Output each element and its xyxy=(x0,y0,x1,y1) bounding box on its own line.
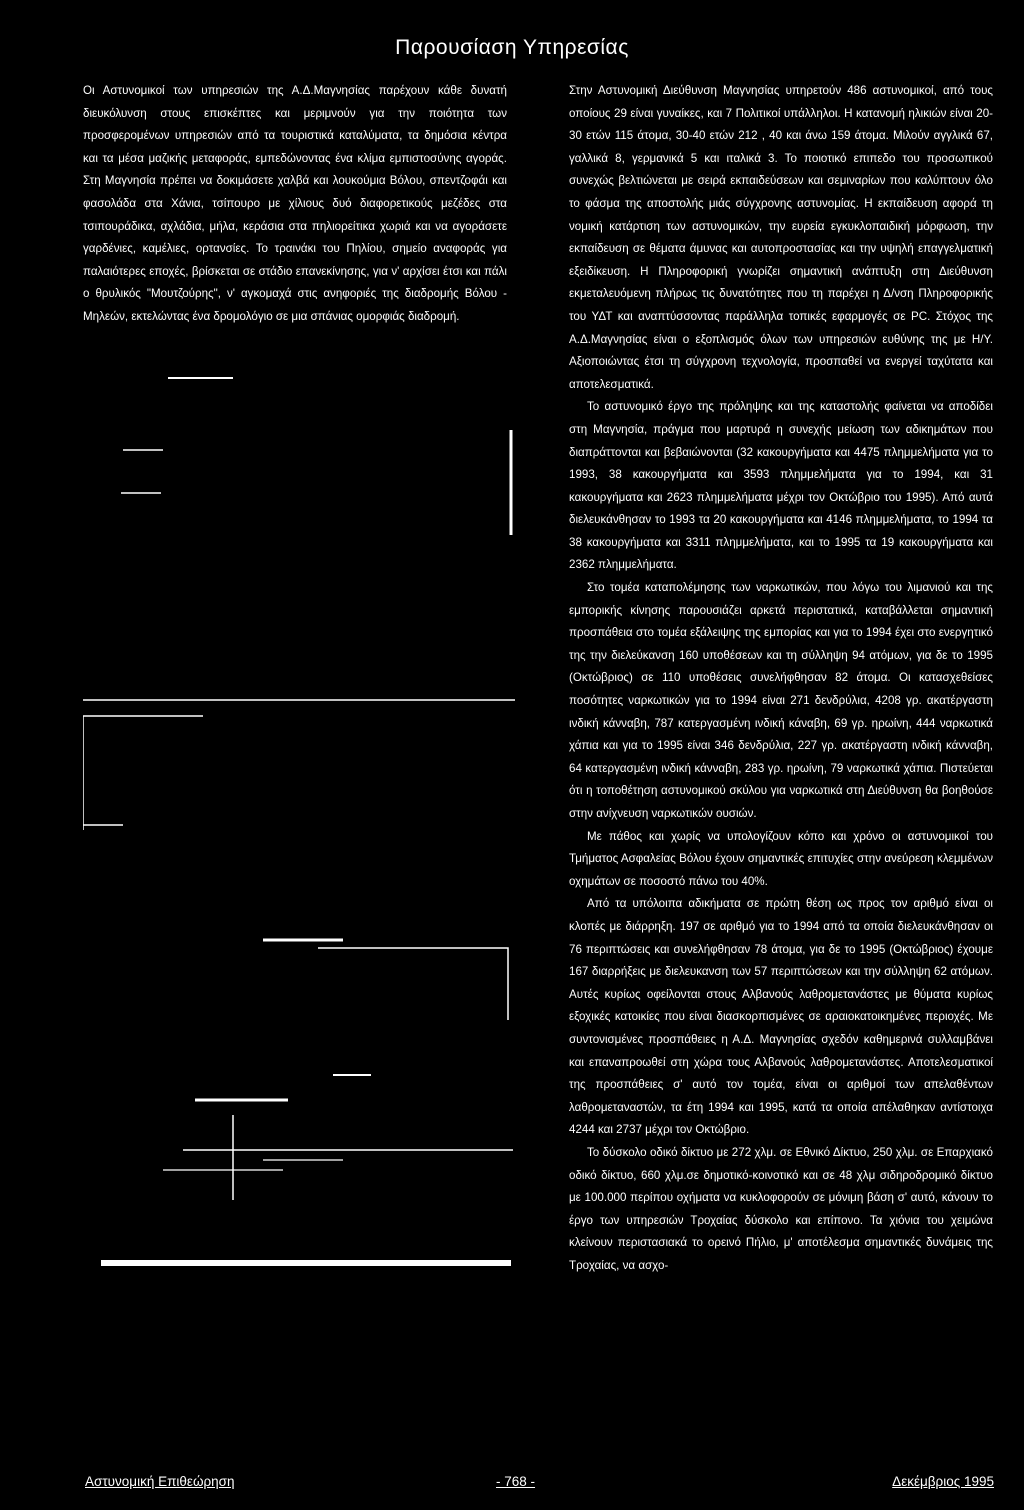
footer-publication: Αστυνομική Επιθεώρηση xyxy=(85,1474,235,1489)
footer-date: Δεκέμβριος 1995 xyxy=(892,1474,994,1489)
right-paragraph-5: Από τα υπόλοιπα αδικήματα σε πρώτη θέση ως προς τον αριθμό είναι οι κλοπές με διάρρηξη. 197 σε αριθμό για το 1994 από τα οποία διελευκάνθησαν οι 76 περιπτώσεις και συνελήφθησαν 78 άτομα, για δε το 1995 (Οκτώβριος) έχουμε 167 διαρρήξεις με διελευκανση των 57 περιπτώσεων και την σύλληψη 62 ατόμων. Αυτές κυρίως οφείλονται στους Αλβανούς λαθρομετανάστες με θύματα κυρίως εξοχικές κατοικίες που είναι διασκορπισμένες σε αραιοκατοικημένες περιοχές. Με συντονισμένες προσπάθειες η Α.Δ. Μαγνησίας σχεδόν καθημερινά συλλαμβάνει και επαναπροωθεί στη χώρα τους Αλβανούς λαθρομετανάστες. Αποτελεσματικοί της προσπάθειες σ' αυτό τον τομέα, είναι οι αριθμοί των απελαθέντων λαθρομεταναστών, τα έτη 1994 και 1995, κατά τα οποία απέλαθηκαν αντίστοιχα 4244 και 2737 μέχρι τον Οκτώβριο. xyxy=(569,897,993,1137)
right-paragraph-6: Το δύσκολο οδικό δίκτυο με 272 χλμ. σε Εθνικό Δίκτυο, 250 χλμ. σε Επαρχιακό οδικό δίκτυο, 660 χλμ.σε δημοτικό-κοινοτικό και σε 48 χλμ σιδηροδρομικό δίκτυο με 100.000 περίπου οχήματα να κυκλοφορούν σε μόνιμη βάση σ' αυτό, κάνουν το έργο των υπηρεσιών Τροχαίας δύσκολο και επίπονο. Τα χιόνια του χειμώνα κλείνουν περιστασιακά το ορεινό Πήλιο, μ' αποτέλεσμα σημαντικές δυνάμεις της Τροχαίας, να ασχο- xyxy=(569,1145,993,1272)
page-title: Παρουσίαση Υπηρεσίας xyxy=(395,36,629,59)
left-paragraph-1: Οι Αστυνομικοί των υπηρεσιών της Α.Δ.Μαγνησίας παρέχουν κάθε δυνατή διευκόλυνση στους επισκέπτες και μεριμνούν για την ποιότητα των προσφερομένων υπηρεσιών από τα τουριστικά καταλύματα, τα δημόσια κέντρα και τα μέσα μαζικής μεταφοράς, εμπεδώνοντας ένα κλίμα εμπιστοσύνης αγοράς. Στη Μαγνησία πρέπει να δοκιμάσετε χαλβά και λουκούμια Βόλου, σπεντζοφάι και φασολάδα στα Χάνια, τσίπουρο με χίλιους δυό διαφορετικούς μεζέδες στα τσιπουράδικα, αχλάδια, μήλα, κεράσια στα πηλιορείτικα χωριά και να αγοράσετε γαρδένιες, καμέλιες, ορτανσίες. Το τραινάκι του Πηλίου, σημείο αναφοράς για παλαιότερες εποχές, βρίσκεται σε στάδιο επανεκίνησης, για ν' αρχίσει έτσι και πάλι ο θρυλικός "Μουτζούρης", ν' αγκομαχά στις ανηφοριές της διαδρομής Βόλου - Μηλεών, εκτελώντας ένα δρομολόγιο σε μια σπάνιας ομορφιάς διαδρομή. xyxy=(83,84,507,323)
footer-page-number: - 768 - xyxy=(496,1474,536,1489)
right-paragraph-4: Με πάθος και χωρίς να υπολογίζουν κόπο και χρόνο οι αστυνομικοί του Τμήματος Ασφαλείας Βόλου έχουν σημαντικές επιτυχίες στην ανεύρεση κλεμμένων οχημάτων σε ποσοστό πάνω του 40%. xyxy=(569,829,993,888)
right-paragraph-1: Στην Αστυνομική Διεύθυνση Μαγνησίας υπηρετούν 486 αστυνομικοί, από τους οποίους 29 είναι γυναίκες, και 7 Πολιτικοί υπάλληλοι. Η κατανομή ηλικιών είναι 20-30 ετών 115 άτομα, 30-40 ετών 212 , 40 και άνω 159 άτομα. Μιλούν αγγλικά 67, γαλλικά 8, γερμανικά 5 και ιταλικά 3. Το ποιοτικό επιπεδο του προσωπικού συνεχώς βελτιώνεται με σειρά εκπαιδεύσεων και σεμιναρίων που καλύπτουν όλο το φάσμα της αποστολής μιάς σύγχρονης αστυνομίας. Η εκπαίδευση αφορά τη νομική κατάρτιση των αστυνομικών, την ευρεία εγκυκλοπαιδική μόρφωση, την εκπαίδευση σε θέματα άμυνας και αυτοπροστασίας και την υψηλή επαγγελματική εξειδίκευση. Η Πληροφορική γνωρίζει σημαντική ανάπτυξη στη Διεύθυνση εκμεταλευόμενη πλήρως τις δυνατότητες που τη παρέχει η Δ/νση Πληροφορικής του ΥΔΤ και αναπτύσσοντας παράλληλα τοπικές εφαρμογές σε PC. Στόχος της Α.Δ.Μαγνησίας είναι ο εξοπλισμός όλων των υπηρεσιών ευθύνης της με Η/Υ. Αξιοποιώντας έτσι τη σύγχρονη τεχνολογία, προσπαθεί να ενεργεί ταχύτατα και αποτελεσματικά. xyxy=(569,84,993,391)
page-footer xyxy=(0,1474,1024,1498)
right-column xyxy=(569,80,993,1277)
right-paragraph-3: Στο τομέα καταπολέμησης των ναρκωτικών, που λόγω του λιμανιού και της εμπορικής κίνησης παρουσιάζει αρκετά περιστατικά, καταβάλλεται σημαντική προσπάθεια στο τομέα εξάλειψης της εμπορίας και για το 1994 έχει στο ενεργητικό της την διελεύκανση 160 υποθέσεων και τη σύλληψη 94 ατόμων, για δε το 1995 (Οκτώβριος) σε 110 υποθέσεις συνελήφθησαν 82 άτομα. Οι κατασχεθείσες ποσότητες ναρκωτικών για το 1994 είναι 271 δενδρύλια, 4208 γρ. ακατέργαστη ινδική κάνναβη, 787 κατεργασμένη ινδική κάναβη, 69 γρ. ηρωίνη, 444 ναρκωτικά χάπια και για το 1995 είναι 346 δενδρύλια, 227 γρ. ακατέργαστη ινδική κάνναβη, 64 κατεργασμένη ινδική κάνναβη, 283 γρ. ηρωίνη, 79 ναρκωτικά χάπια. Πιστεύεται ότι η τοποθέτηση αστυνομικού σκύλου για ναρκωτικά στη Διεύθυνση θα βοηθούσε στην ανίχνευση ναρκωτικών ουσιών. xyxy=(569,581,993,820)
left-column xyxy=(83,80,507,329)
photo-graphic xyxy=(83,370,515,1460)
right-paragraph-2: Το αστυνομικό έργο της πρόληψης και της καταστολής φαίνεται να αποδίδει στη Μαγνησία, πράγμα που μαρτυρά η συνεχής μείωση των αδικημάτων που διαπράττονται και βεβαιώνονται (32 κακουργήματα και 4475 πλημμελήματα για το 1993, 38 κακουργήματα και 3593 πλημμελήματα για το 1994, και 31 κακουργήματα και 2623 πλημμελήματα μέχρι τον Οκτώβριο του 1995). Από αυτά διελευκάνθησαν το 1993 τα 20 κακουργήματα και 4146 πλημμελήματα, το 1994 τα 38 κακουργήματα και 3311 πλημμελήματα, και το 1995 τα 19 κακουργήματα και 2362 πλημμελήματα. xyxy=(569,400,993,572)
photo-placeholder xyxy=(83,370,515,1460)
